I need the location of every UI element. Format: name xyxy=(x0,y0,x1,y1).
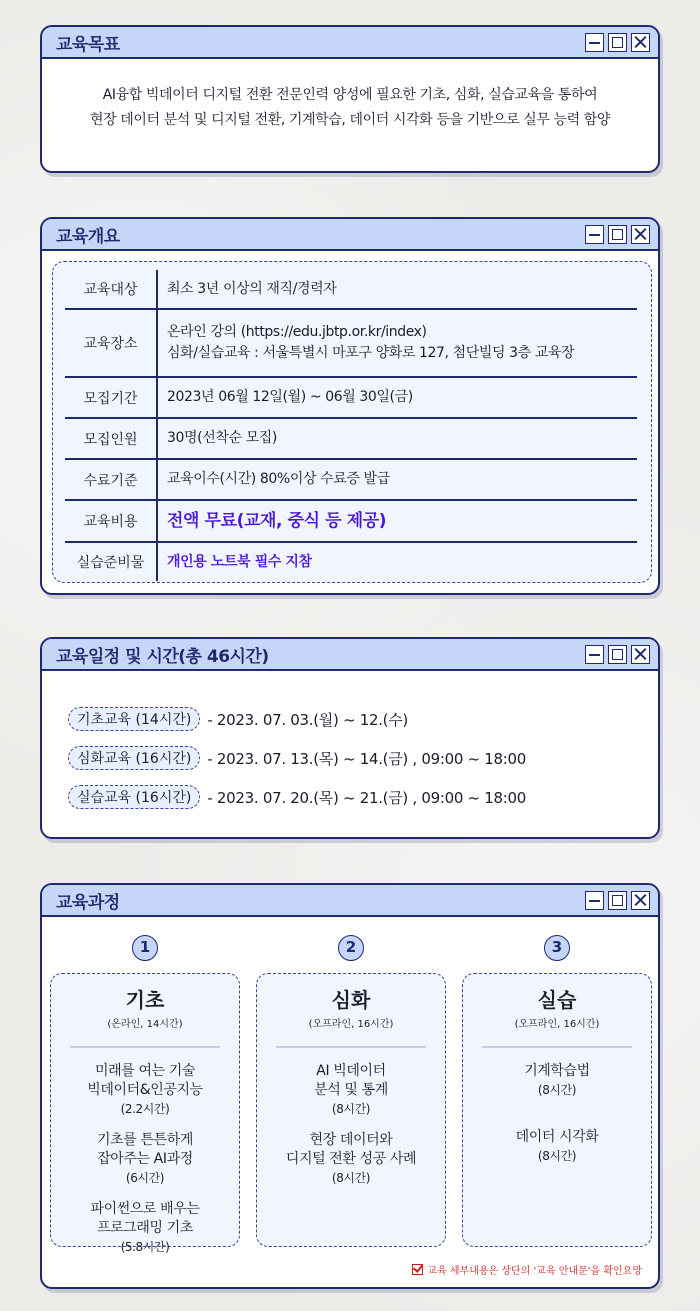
overview-label: 실습준비물 xyxy=(65,543,158,581)
window-controls xyxy=(585,33,650,52)
course-name: 기초 xyxy=(125,988,165,1012)
minimize-icon[interactable] xyxy=(585,225,604,244)
close-icon[interactable] xyxy=(631,645,650,664)
goal-title: 교육목표 xyxy=(56,34,120,55)
overview-row-capacity xyxy=(65,419,637,460)
course-column-basic xyxy=(50,935,240,1254)
course-item-text: AI 빅데이터 분석 및 통계 xyxy=(314,1062,388,1098)
maximize-icon[interactable] xyxy=(608,33,627,52)
course-item-hours: (8시간) xyxy=(331,1170,371,1185)
course-card xyxy=(50,973,240,1254)
overview-value: 30명(선착순 모집) xyxy=(167,430,277,446)
schedule-pill: 심화교육 (16시간) xyxy=(68,746,200,770)
step-number: 3 xyxy=(544,935,570,961)
overview-value xyxy=(158,322,574,364)
schedule-titlebar xyxy=(42,639,658,671)
course-sub: (오프라인, 16시간) xyxy=(514,1019,600,1030)
goal-titlebar xyxy=(42,27,658,59)
goal-line-2: 현장 데이터 분석 및 디지털 전환, 기계학습, 데이터 시각화 등을 기반으로 실무 능력 함양 xyxy=(89,112,611,128)
maximize-icon[interactable] xyxy=(608,891,627,910)
course-item-text: 데이터 시각화 xyxy=(515,1128,599,1145)
schedule-title: 교육일정 및 시간(총 46시간) xyxy=(56,646,269,667)
course-item-text: 기초를 튼튼하게 잡아주는 AI과정 xyxy=(97,1131,193,1167)
course-item xyxy=(51,1131,239,1188)
course-item xyxy=(51,1062,239,1119)
course-item-hours: (5.8시간) xyxy=(120,1239,170,1254)
close-icon[interactable] xyxy=(631,225,650,244)
course-item xyxy=(257,1062,445,1119)
schedule-pill: 기초교육 (14시간) xyxy=(68,707,200,731)
location-online: 온라인 강의 (https://edu.jbtp.or.kr/index) xyxy=(167,324,427,340)
overview-box xyxy=(52,261,652,583)
course-item-text: 미래를 여는 기술 빅데이터&인공지능 xyxy=(87,1062,203,1098)
location-offline: 심화/실습교육 : 서울특별시 마포구 양화로 127, 첨단빌딩 3층 교육장 xyxy=(167,345,575,361)
goal-text xyxy=(42,59,658,133)
course-name: 실습 xyxy=(537,988,577,1012)
overview-value: 교육이수(시간) 80%이상 수료증 발급 xyxy=(167,471,390,487)
overview-row-location xyxy=(65,310,637,378)
course-titlebar xyxy=(42,885,658,917)
course-item-hours: (6시간) xyxy=(125,1170,165,1185)
course-card xyxy=(256,973,446,1247)
course-title: 교육과정 xyxy=(56,892,120,913)
close-icon[interactable] xyxy=(631,33,650,52)
maximize-icon[interactable] xyxy=(608,645,627,664)
course-item-text: 기계학습법 xyxy=(524,1062,590,1079)
overview-row-criteria xyxy=(65,460,637,501)
course-note-text: 교육 세부내용은 상단의 '교육 안내문'을 확인요망 xyxy=(427,1266,642,1277)
course-item xyxy=(463,1062,651,1100)
schedule-pill: 실습교육 (16시간) xyxy=(68,785,200,809)
window-controls xyxy=(585,225,650,244)
schedule-item xyxy=(68,707,526,731)
overview-row-prep xyxy=(65,543,637,581)
overview-table xyxy=(65,270,637,581)
overview-value: 2023년 06월 12일(월) ~ 06월 30일(금) xyxy=(167,389,413,405)
minimize-icon[interactable] xyxy=(585,33,604,52)
overview-label: 교육비용 xyxy=(65,501,158,541)
course-sub: (오프라인, 16시간) xyxy=(308,1019,394,1030)
step-number: 2 xyxy=(338,935,364,961)
close-icon[interactable] xyxy=(631,891,650,910)
course-window xyxy=(40,883,660,1289)
overview-row-target xyxy=(65,270,637,310)
overview-row-period xyxy=(65,378,637,419)
schedule-date: - 2023. 07. 20.(목) ~ 21.(금) , 09:00 ~ 18:00 xyxy=(207,788,527,807)
overview-label: 교육장소 xyxy=(65,310,158,376)
overview-label: 모집인원 xyxy=(65,419,158,458)
overview-title: 교육개요 xyxy=(56,226,120,247)
course-name: 심화 xyxy=(331,988,371,1012)
window-controls xyxy=(585,645,650,664)
overview-titlebar xyxy=(42,219,658,251)
overview-window xyxy=(40,217,660,595)
overview-row-cost xyxy=(65,501,637,543)
overview-label: 수료기준 xyxy=(65,460,158,499)
course-item xyxy=(257,1131,445,1188)
course-item-hours: (8시간) xyxy=(331,1101,371,1116)
course-item-hours: (8시간) xyxy=(537,1082,577,1097)
overview-label: 모집기간 xyxy=(65,378,158,417)
course-note xyxy=(412,1262,642,1277)
course-item xyxy=(463,1128,651,1166)
window-controls xyxy=(585,891,650,910)
divider xyxy=(482,1046,632,1048)
course-item-hours: (8시간) xyxy=(537,1148,577,1163)
goal-line-1: AI융합 빅데이터 디지털 전환 전문인력 양성에 필요한 기초, 심화, 실습교육을 통하여 xyxy=(102,87,598,103)
overview-value-free: 전액 무료(교재, 중식 등 제공) xyxy=(167,510,387,531)
divider xyxy=(70,1046,220,1048)
minimize-icon[interactable] xyxy=(585,645,604,664)
course-column-practice xyxy=(462,935,652,1163)
course-item-text: 파이썬으로 배우는 프로그래밍 기초 xyxy=(90,1200,200,1236)
schedule-date: - 2023. 07. 03.(월) ~ 12.(수) xyxy=(207,710,408,729)
course-item-hours: (2.2시간) xyxy=(120,1101,170,1116)
course-item xyxy=(51,1200,239,1257)
maximize-icon[interactable] xyxy=(608,225,627,244)
schedule-item xyxy=(68,785,526,809)
course-item-text: 현장 데이터와 디지털 전환 성공 사례 xyxy=(285,1131,417,1167)
checkbox-icon xyxy=(412,1264,423,1275)
divider xyxy=(276,1046,426,1048)
overview-label: 교육대상 xyxy=(65,270,158,308)
schedule-window xyxy=(40,637,660,839)
schedule-item xyxy=(68,746,526,770)
course-card xyxy=(462,973,652,1247)
overview-value-prep: 개인용 노트북 필수 지참 xyxy=(167,553,312,570)
goal-window xyxy=(40,25,660,173)
minimize-icon[interactable] xyxy=(585,891,604,910)
course-column-advanced xyxy=(256,935,446,1185)
step-number: 1 xyxy=(132,935,158,961)
overview-value: 최소 3년 이상의 재직/경력자 xyxy=(167,280,337,297)
schedule-date: - 2023. 07. 13.(목) ~ 14.(금) , 09:00 ~ 18:00 xyxy=(207,749,527,768)
schedule-list xyxy=(68,707,526,824)
course-sub: (온라인, 14시간) xyxy=(107,1019,183,1030)
